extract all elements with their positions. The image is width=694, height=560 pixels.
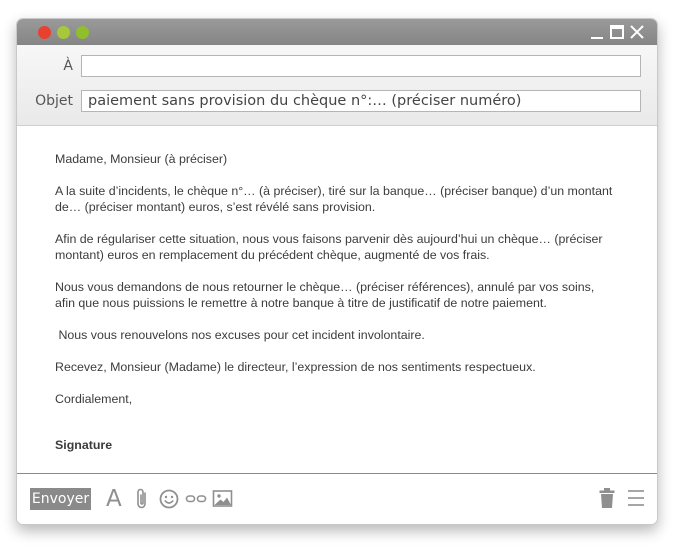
link-icon[interactable] — [185, 492, 207, 506]
trash-icon[interactable] — [598, 487, 616, 509]
window-minimize-icon[interactable] — [589, 22, 605, 42]
paragraph-2-line-2: montant) euros en remplacement du précédent chèque, augmenté de vos frais. — [55, 248, 490, 262]
send-button[interactable]: Envoyer — [30, 488, 91, 510]
spacer — [55, 423, 635, 437]
paperclip-icon[interactable] — [134, 487, 150, 511]
to-label: À — [63, 58, 73, 74]
paragraph-2 — [55, 231, 635, 263]
paragraph-3-line-2: afin que nous puissions le remettre à notre banque à titre de justificatif de notre paiement. — [55, 296, 547, 310]
paragraph-1-line-2: de… (préciser montant) euros, s’est révélé sans provision. — [55, 200, 376, 214]
menu-icon[interactable] — [627, 488, 645, 508]
close-traffic-light[interactable] — [38, 26, 51, 39]
closing: Cordialement, — [55, 392, 133, 406]
paragraph-3 — [55, 279, 635, 311]
minimize-traffic-light[interactable] — [57, 26, 70, 39]
paragraph-1 — [55, 183, 635, 215]
paragraph-1-line-1: A la suite d’incidents, le chèque n°… (à préciser), tiré sur la banque… (préciser banque) d’un montant — [55, 184, 613, 198]
compose-toolbar — [17, 473, 657, 525]
emoji-icon[interactable] — [158, 488, 180, 510]
subject-label: Objet — [35, 93, 73, 109]
window-maximize-icon[interactable] — [609, 22, 625, 42]
paragraph-3-line-1: Nous vous demandons de nous retourner le chèque… (préciser références), annulé par vos soins, — [55, 280, 595, 294]
email-compose-window — [16, 18, 658, 525]
window-close-icon[interactable] — [629, 22, 645, 42]
message-body[interactable] — [55, 151, 635, 453]
image-icon[interactable] — [212, 489, 234, 509]
compose-header — [17, 45, 657, 126]
signature: Signature — [55, 438, 113, 452]
subject-field[interactable]: paiement sans provision du chèque n°:… (préciser numéro) — [81, 90, 641, 112]
paragraph-2-line-1: Afin de régulariser cette situation, nous vous faisons parvenir dès aujourd’hui un chèque… (préciser — [55, 232, 603, 246]
to-field[interactable] — [81, 55, 641, 77]
paragraph-5: Recevez, Monsieur (Madame) le directeur, l’expression de nos sentiments respectueux. — [55, 360, 536, 374]
greeting: Madame, Monsieur (à préciser) — [55, 152, 228, 166]
zoom-traffic-light[interactable] — [76, 26, 89, 39]
title-bar — [17, 19, 657, 45]
text-format-icon[interactable]: A — [106, 486, 122, 512]
paragraph-4: Nous vous renouvelons nos excuses pour cet incident involontaire. — [55, 328, 425, 342]
